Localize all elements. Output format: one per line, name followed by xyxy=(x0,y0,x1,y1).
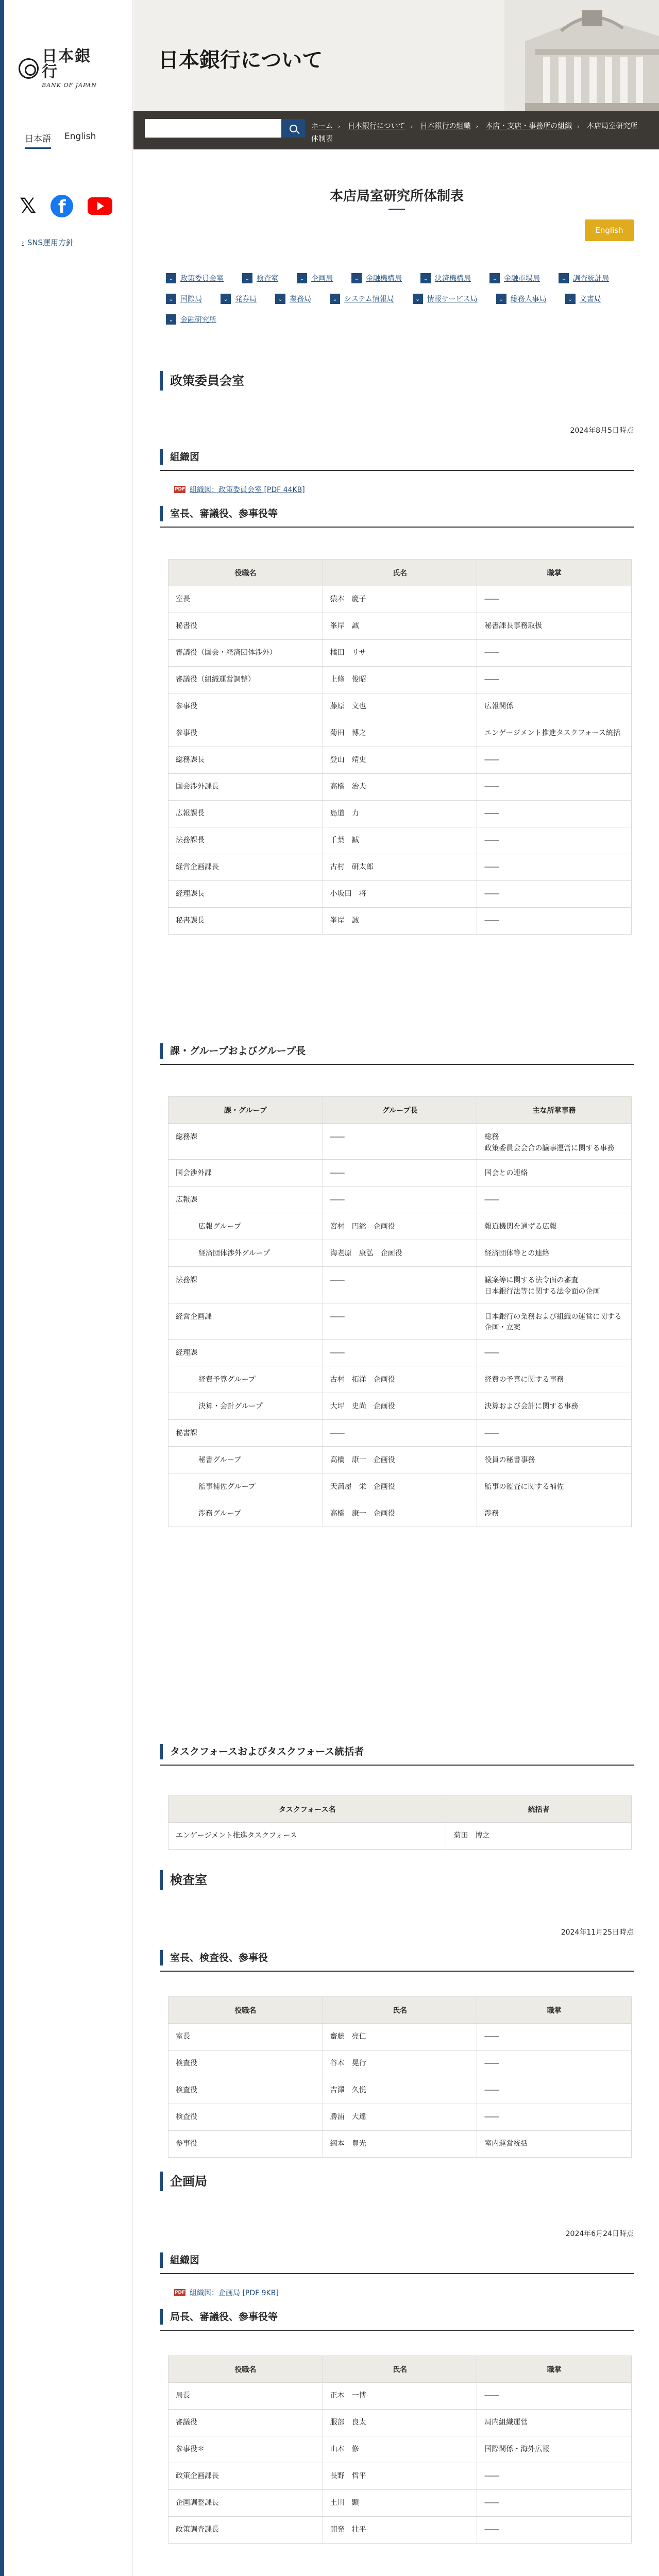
table-cell: 千葉 誠 xyxy=(323,827,477,854)
table-row xyxy=(168,1447,632,1473)
table-row xyxy=(168,1823,632,1850)
table-cell: 経営企画課長 xyxy=(168,854,323,881)
subheading-roles: 室長、検査役、参事役 xyxy=(160,1950,634,1965)
page-hero xyxy=(133,0,659,111)
anchor-label: 金融市場局 xyxy=(504,275,540,283)
chevron-right-icon: › xyxy=(22,239,24,246)
table-cell: ―― xyxy=(477,640,632,667)
chevron-down-icon: ⌄ xyxy=(496,294,506,304)
table-cell: 猿本 慶子 xyxy=(323,586,477,613)
sns-policy-link[interactable] xyxy=(22,237,74,248)
pdf-icon: PDF xyxy=(174,487,185,492)
anchor-label: 政策委員会室 xyxy=(180,275,224,283)
table-row xyxy=(168,720,632,747)
table-cell: ―― xyxy=(477,774,632,801)
table-row xyxy=(168,827,632,854)
sns-policy-label: SNS運用方針 xyxy=(27,238,74,247)
site-search xyxy=(145,119,305,138)
table-cell: 峯岸 誠 xyxy=(323,613,477,640)
table-cell: 秘書役 xyxy=(168,613,323,640)
chevron-down-icon: ⌄ xyxy=(166,273,176,283)
table-row xyxy=(168,640,632,667)
table-row xyxy=(168,693,632,720)
table-cell: ―― xyxy=(477,2024,632,2050)
table-cell: 決算および会計に関する事務 xyxy=(477,1393,632,1420)
table-cell: 高橋 康一 企画役 xyxy=(323,1500,477,1527)
chevron-down-icon: ⌄ xyxy=(489,273,500,283)
left-accent-bar xyxy=(0,0,4,2576)
social-links xyxy=(20,195,112,217)
table-cell: 総務 政策委員会会合の議事運営に関する事務 xyxy=(477,1124,632,1160)
anchor-label: 業務局 xyxy=(290,295,311,303)
table-cell: ―― xyxy=(477,827,632,854)
table-cell: 古村 研太郎 xyxy=(323,854,477,881)
table-cell: 報道機関を通ずる広報 xyxy=(477,1213,632,1240)
table-cell: 政策調査課長 xyxy=(168,2517,323,2544)
table-row xyxy=(168,1340,632,1366)
table-cell: 国際関係・海外広報 xyxy=(477,2436,632,2463)
table-cell: 決算・会計グループ xyxy=(168,1393,323,1420)
table-cell: 菊田 博之 xyxy=(323,720,477,747)
table-cell: 総務課長 xyxy=(168,747,323,774)
title-underline xyxy=(388,209,405,210)
table-cell: 服部 良太 xyxy=(323,2410,477,2436)
table-row xyxy=(168,747,632,774)
table-cell: 広報グループ xyxy=(168,1213,323,1240)
table-cell: 監事の監査に関する補佐 xyxy=(477,1473,632,1500)
table-cell: 海老原 康弘 企画役 xyxy=(323,1240,477,1267)
col-header: タスクフォース名 xyxy=(168,1796,446,1823)
table-row xyxy=(168,1240,632,1267)
table-cell: 古村 拓洋 企画役 xyxy=(323,1366,477,1393)
anchor-link[interactable] xyxy=(565,294,601,304)
anchor-link[interactable] xyxy=(166,294,202,304)
table-cell: 検査役 xyxy=(168,2050,323,2077)
pdf-icon: PDF xyxy=(174,2290,185,2295)
subheading-roles: 局長、審議役、参事役等 xyxy=(160,2309,634,2325)
table-cell: 秘書課 xyxy=(168,1420,323,1447)
subheading-org-chart: 組織図 xyxy=(160,2252,634,2268)
chevron-down-icon: ⌄ xyxy=(297,273,307,283)
x-twitter-icon[interactable]: 𝕏 xyxy=(20,194,37,218)
subheading-taskforce: タスクフォースおよびタスクフォース統括者 xyxy=(160,1744,634,1759)
chevron-down-icon: ⌄ xyxy=(221,294,231,304)
table-cell: 菊田 博之 xyxy=(446,1823,632,1850)
roles-table xyxy=(168,559,632,935)
anchor-label: 決済機構局 xyxy=(435,275,471,283)
as-of-date: 2024年8月5日時点 xyxy=(570,427,634,435)
section-anchor-links xyxy=(166,273,630,325)
anchor-link[interactable] xyxy=(420,273,471,283)
table-row xyxy=(168,774,632,801)
table-row xyxy=(168,801,632,827)
chevron-down-icon: ⌄ xyxy=(351,273,362,283)
table-row xyxy=(168,586,632,613)
table-cell: 正木 一博 xyxy=(323,2383,477,2410)
table-cell: 吉澤 久悦 xyxy=(323,2077,477,2104)
chevron-down-icon: ⌄ xyxy=(330,294,340,304)
facebook-icon[interactable]: f xyxy=(50,195,73,217)
anchor-label: 発券局 xyxy=(235,295,257,303)
table-cell: 小坂田 将 xyxy=(323,881,477,908)
logo-english: BANK OF JAPAN xyxy=(42,81,97,89)
table-cell: ―― xyxy=(477,2490,632,2517)
table-cell: ―― xyxy=(477,1420,632,1447)
table-cell: 参事役＊ xyxy=(168,2436,323,2463)
table-cell: 大坪 史尚 企画役 xyxy=(323,1393,477,1420)
section-heading-inspection: 検査室 xyxy=(160,1870,634,1890)
chevron-down-icon: ⌄ xyxy=(559,273,569,283)
table-cell: 経済団体渉外グループ xyxy=(168,1240,323,1267)
table-row xyxy=(168,2490,632,2517)
anchor-label: 検査室 xyxy=(257,275,278,283)
section-heading-planning: 企画局 xyxy=(160,2172,634,2191)
search-icon xyxy=(290,125,297,132)
breadcrumb-about[interactable]: 日本銀行について xyxy=(347,122,405,130)
col-header: 氏名 xyxy=(323,1997,477,2024)
table-cell: ―― xyxy=(323,1303,477,1339)
table-cell: ―― xyxy=(477,667,632,693)
boj-emblem-icon xyxy=(19,58,39,79)
table-cell: 企画調整課長 xyxy=(168,2490,323,2517)
table-row xyxy=(168,1473,632,1500)
table-cell: 検査役 xyxy=(168,2104,323,2131)
table-row xyxy=(168,2077,632,2104)
table-row xyxy=(168,2410,632,2436)
table-cell: 室長 xyxy=(168,586,323,613)
section-heading-policy: 政策委員会室 xyxy=(160,371,634,391)
table-cell: ―― xyxy=(477,2104,632,2131)
table-cell: 上條 俊昭 xyxy=(323,667,477,693)
table-row xyxy=(168,2131,632,2158)
table-cell: 局長 xyxy=(168,2383,323,2410)
col-header: 氏名 xyxy=(323,560,477,586)
table-cell: 登山 靖史 xyxy=(323,747,477,774)
lang-japanese-link[interactable]: 日本語 xyxy=(25,131,51,149)
table-cell: ―― xyxy=(323,1124,477,1160)
anchor-link[interactable] xyxy=(559,273,609,283)
table-row xyxy=(168,2517,632,2544)
table-cell: 秘書課長 xyxy=(168,908,323,935)
chevron-down-icon: ⌄ xyxy=(565,294,576,304)
col-header: 主な所掌事務 xyxy=(477,1097,632,1124)
table-cell: 土川 顕 xyxy=(323,2490,477,2517)
table-row xyxy=(168,1303,632,1339)
table-cell: ―― xyxy=(323,1187,477,1213)
table-cell: ―― xyxy=(477,801,632,827)
table-cell: 経理課 xyxy=(168,1340,323,1366)
table-cell: 法務課長 xyxy=(168,827,323,854)
table-cell: ―― xyxy=(477,854,632,881)
table-cell: 総務課 xyxy=(168,1124,323,1160)
chevron-down-icon: ⌄ xyxy=(242,273,252,283)
table-row xyxy=(168,2463,632,2490)
table-cell: 藤原 文也 xyxy=(323,693,477,720)
table-row xyxy=(168,1420,632,1447)
table-cell: 検査役 xyxy=(168,2077,323,2104)
table-cell: ―― xyxy=(477,908,632,935)
table-cell: 経営企画課 xyxy=(168,1303,323,1339)
table-cell: 渉務 xyxy=(477,1500,632,1527)
table-cell: 広報関係 xyxy=(477,693,632,720)
table-cell: エンゲージメント推進タスクフォース統括 xyxy=(477,720,632,747)
table-cell: ―― xyxy=(477,2383,632,2410)
table-row xyxy=(168,1187,632,1213)
search-button[interactable] xyxy=(281,119,305,138)
table-row xyxy=(168,1366,632,1393)
table-row xyxy=(168,908,632,935)
anchor-label: 情報サービス局 xyxy=(427,295,478,303)
table-cell: 高橋 康一 企画役 xyxy=(323,1447,477,1473)
chevron-down-icon: ⌄ xyxy=(420,273,431,283)
col-header: 職掌 xyxy=(477,560,632,586)
youtube-icon[interactable] xyxy=(88,197,112,215)
table-cell: 齋藤 亮仁 xyxy=(323,2024,477,2050)
table-cell: 審議役 xyxy=(168,2410,323,2436)
subheading-roles: 室長、審議役、参事役等 xyxy=(160,506,634,521)
table-cell: 参事役 xyxy=(168,720,323,747)
table-cell: 日本銀行の業務および組織の運営に関する企画・立案 xyxy=(477,1303,632,1339)
table-cell: 政策企画課長 xyxy=(168,2463,323,2490)
table-cell: 局内組織運営 xyxy=(477,2410,632,2436)
anchor-link[interactable] xyxy=(297,273,333,283)
table-cell: エンゲージメント推進タスクフォース xyxy=(168,1823,446,1850)
table-row xyxy=(168,854,632,881)
col-header: 役職名 xyxy=(168,1997,323,2024)
table-cell: 国会渉外課 xyxy=(168,1160,323,1187)
anchor-label: 金融機構局 xyxy=(366,275,402,283)
table-cell: 峯岸 誠 xyxy=(323,908,477,935)
col-header: グループ長 xyxy=(323,1097,477,1124)
table-row xyxy=(168,613,632,640)
table-cell: 秘書課長事務取扱 xyxy=(477,613,632,640)
taskforce-table xyxy=(168,1795,632,1850)
boj-logo[interactable] xyxy=(19,40,106,97)
table-row xyxy=(168,1213,632,1240)
table-cell: ―― xyxy=(477,747,632,774)
table-cell: ―― xyxy=(477,2517,632,2544)
table-cell: ―― xyxy=(323,1420,477,1447)
chevron-down-icon: ⌄ xyxy=(275,294,285,304)
breadcrumb-organization[interactable]: 日本銀行の組織 xyxy=(420,122,471,130)
logo-japanese: 日本銀行 xyxy=(42,47,92,81)
page-title: 本店局室研究所体制表 xyxy=(329,189,464,204)
col-header: 職掌 xyxy=(477,2356,632,2383)
table-cell: 長野 哲平 xyxy=(323,2463,477,2490)
anchor-link[interactable] xyxy=(242,273,278,283)
subheading-org-chart: 組織図 xyxy=(160,449,634,465)
table-row xyxy=(168,1124,632,1160)
table-cell: ―― xyxy=(323,1267,477,1303)
anchor-label: 企画局 xyxy=(311,275,333,283)
chevron-down-icon: ⌄ xyxy=(166,294,176,304)
table-cell: ―― xyxy=(477,881,632,908)
roles-table xyxy=(168,2355,632,2544)
table-row xyxy=(168,1267,632,1303)
table-cell: 経費予算グループ xyxy=(168,1366,323,1393)
table-cell: 秘書グループ xyxy=(168,1447,323,1473)
chevron-down-icon: ⌄ xyxy=(413,294,423,304)
table-cell: 山本 修 xyxy=(323,2436,477,2463)
anchor-link[interactable] xyxy=(489,273,540,283)
table-cell: 経費の予算に関する事務 xyxy=(477,1366,632,1393)
table-cell: 議案等に関する法令面の審査 日本銀行法等に関する法令面の企画 xyxy=(477,1267,632,1303)
table-cell: 網本 豊光 xyxy=(323,2131,477,2158)
table-cell: ―― xyxy=(323,1160,477,1187)
table-cell: 宮村 円総 企画役 xyxy=(323,1213,477,1240)
table-cell: ―― xyxy=(477,1340,632,1366)
headquarters-building-image xyxy=(504,0,659,111)
anchor-label: 総務人事局 xyxy=(510,295,547,303)
col-header: 課・グループ xyxy=(168,1097,323,1124)
english-version-button[interactable]: English xyxy=(585,219,634,241)
table-cell: 橘田 リサ xyxy=(323,640,477,667)
table-row xyxy=(168,2024,632,2050)
anchor-link[interactable] xyxy=(413,294,478,304)
anchor-link[interactable] xyxy=(351,273,402,283)
table-cell: 開発 壮平 xyxy=(323,2517,477,2544)
anchor-label: 国際局 xyxy=(180,295,202,303)
table-cell: ―― xyxy=(477,2463,632,2490)
groups-table xyxy=(168,1096,632,1527)
table-cell: 高橋 治夫 xyxy=(323,774,477,801)
anchor-link[interactable] xyxy=(166,273,224,283)
lang-english-link[interactable]: English xyxy=(64,131,96,142)
chevron-down-icon: ⌄ xyxy=(166,314,176,325)
table-cell: ―― xyxy=(477,2050,632,2077)
table-cell: 島道 力 xyxy=(323,801,477,827)
pdf-link-label: 組織図：政策委員会室 [PDF 44KB] xyxy=(190,486,305,494)
table-cell: 審議役（国会・経済団体渉外） xyxy=(168,640,323,667)
table-cell: ―― xyxy=(477,1187,632,1213)
table-cell: 谷本 晃行 xyxy=(323,2050,477,2077)
table-cell: 参事役 xyxy=(168,2131,323,2158)
col-header: 役職名 xyxy=(168,2356,323,2383)
table-row xyxy=(168,1500,632,1527)
table-cell: 広報課長 xyxy=(168,801,323,827)
roles-table xyxy=(168,1996,632,2158)
table-cell: 役員の秘書事務 xyxy=(477,1447,632,1473)
breadcrumb: ホーム › 日本銀行について › 日本銀行の組織 › 本店・支店・事務所の組織 › 本店局室研究所体制表 xyxy=(311,122,638,143)
breadcrumb-current: 本店局室研究所体制表 xyxy=(311,122,638,143)
anchor-label: 調査統計局 xyxy=(573,275,609,283)
pdf-link-label: 組織図：企画局 [PDF 9KB] xyxy=(190,2289,279,2297)
subheading-groups: 課・グループおよびグループ長 xyxy=(160,1043,634,1059)
table-cell: 勝浦 大達 xyxy=(323,2104,477,2131)
table-cell: 参事役 xyxy=(168,693,323,720)
table-cell: 審議役（組織運営調整） xyxy=(168,667,323,693)
table-row xyxy=(168,667,632,693)
section-title: 日本銀行について xyxy=(158,48,323,72)
breadcrumb-branches[interactable]: 本店・支店・事務所の組織 xyxy=(485,122,572,130)
table-row xyxy=(168,2050,632,2077)
anchor-link[interactable] xyxy=(275,294,311,304)
pdf-link[interactable] xyxy=(174,484,305,495)
table-cell: ―― xyxy=(323,1340,477,1366)
table-cell: 室内運営統括 xyxy=(477,2131,632,2158)
table-cell: 室長 xyxy=(168,2024,323,2050)
table-cell: 国会渉外課長 xyxy=(168,774,323,801)
col-header: 役職名 xyxy=(168,560,323,586)
table-cell: 渉務グループ xyxy=(168,1500,323,1527)
col-header: 氏名 xyxy=(323,2356,477,2383)
pdf-link[interactable] xyxy=(174,2287,279,2298)
table-row xyxy=(168,2104,632,2131)
col-header: 統括者 xyxy=(446,1796,632,1823)
table-cell: 法務課 xyxy=(168,1267,323,1303)
as-of-date: 2024年11月25日時点 xyxy=(561,1928,634,1937)
col-header: 職掌 xyxy=(477,1997,632,2024)
anchor-link[interactable] xyxy=(330,294,394,304)
table-row xyxy=(168,1160,632,1187)
anchor-label: システム情報局 xyxy=(344,295,394,303)
table-cell: 監事補佐グループ xyxy=(168,1473,323,1500)
table-row xyxy=(168,881,632,908)
breadcrumb-home[interactable]: ホーム xyxy=(311,122,333,130)
search-input[interactable] xyxy=(145,119,281,138)
sidebar xyxy=(4,0,133,2576)
table-row xyxy=(168,2383,632,2410)
table-cell: 国会との連絡 xyxy=(477,1160,632,1187)
table-cell: 経済団体等との連絡 xyxy=(477,1240,632,1267)
as-of-date: 2024年6月24日時点 xyxy=(565,2230,634,2238)
table-cell: ―― xyxy=(477,2077,632,2104)
anchor-link[interactable] xyxy=(166,314,216,325)
anchor-label: 金融研究所 xyxy=(180,316,216,324)
table-cell: 広報課 xyxy=(168,1187,323,1213)
global-nav-bar xyxy=(133,111,659,149)
table-row xyxy=(168,2436,632,2463)
anchor-link[interactable] xyxy=(496,294,547,304)
table-row xyxy=(168,1393,632,1420)
table-cell: ―― xyxy=(477,586,632,613)
table-cell: 経理課長 xyxy=(168,881,323,908)
anchor-link[interactable] xyxy=(221,294,257,304)
table-cell: 天満屋 栄 企画役 xyxy=(323,1473,477,1500)
anchor-label: 文書局 xyxy=(579,295,601,303)
language-switcher xyxy=(25,131,96,149)
